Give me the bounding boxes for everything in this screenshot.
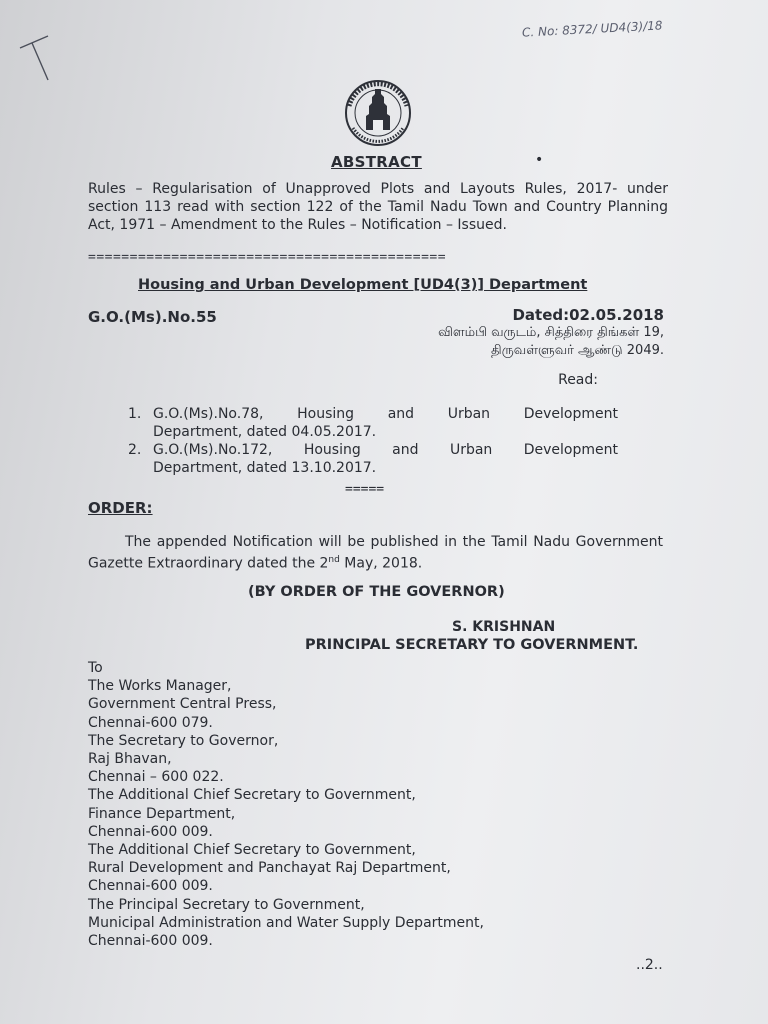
tamil-date-line-1: விளம்பி வருடம், சித்திரை திங்கள் 19,	[438, 325, 664, 340]
stray-mark: •	[535, 152, 544, 168]
reference-word: and	[392, 442, 419, 458]
subject-paragraph: Rules – Regularisation of Unapproved Plots and Layouts Rules, 2017- under section 113 read with section 122 of the Tamil Nadu Town and Country Planning Act, 1971 – Amendment to the Rules – Notification – Issued.	[88, 181, 668, 233]
address-line: The Principal Secretary to Government,	[88, 896, 365, 913]
order-paragraph	[88, 533, 663, 573]
reference-word: Urban	[447, 406, 491, 422]
address-line: The Additional Chief Secretary to Government,	[88, 842, 416, 859]
address-line: Raj Bhavan,	[88, 751, 172, 768]
order-superscript: nd	[328, 555, 340, 565]
department-heading: Housing and Urban Development [UD4(3)] Department	[138, 277, 588, 293]
address-line: Finance Department,	[88, 805, 236, 822]
tamil-date-line-2: திருவள்ளுவர் ஆண்டு 2049.	[491, 343, 664, 358]
address-block	[88, 659, 484, 950]
address-line: Chennai-600 009.	[88, 823, 213, 840]
reference-number: 1.	[128, 406, 142, 422]
address-line: Government Central Press,	[88, 696, 277, 713]
address-line: The Works Manager,	[88, 678, 232, 695]
address-line: The Secretary to Governor,	[88, 732, 279, 749]
address-line: Municipal Administration and Water Supply Department,	[88, 914, 484, 931]
address-line: To	[88, 660, 103, 676]
reference-word: Housing	[297, 406, 355, 422]
address-line: The Additional Chief Secretary to Government,	[88, 787, 416, 804]
reference-word: G.O.(Ms).No.172,	[153, 442, 273, 458]
reference-word: Development	[523, 406, 618, 422]
address-line: Chennai – 600 022.	[88, 769, 224, 786]
read-label: Read:	[558, 372, 598, 388]
corner-pen-mark	[18, 28, 58, 83]
reference-item	[128, 405, 618, 441]
signatory-title: PRINCIPAL SECRETARY TO GOVERNMENT.	[305, 637, 639, 653]
go-number: G.O.(Ms).No.55	[88, 308, 217, 326]
government-seal-icon	[337, 78, 419, 148]
address-line: Rural Development and Panchayat Raj Department,	[88, 860, 451, 877]
reference-number: 2.	[128, 442, 142, 458]
address-line: Chennai-600 009.	[88, 933, 213, 950]
reference-line-2: Department, dated 04.05.2017.	[153, 424, 377, 440]
reference-item	[128, 441, 618, 477]
address-line: Chennai-600 079.	[88, 714, 213, 731]
separator-line: ===========================================	[88, 250, 447, 265]
references-list	[128, 405, 618, 477]
signatory-name: S. KRISHNAN	[452, 619, 556, 635]
reference-word: Development	[523, 442, 618, 458]
reference-word: Urban	[449, 442, 493, 458]
go-date: Dated:02.05.2018	[512, 306, 664, 324]
order-text: The appended Notification will be published in the Tamil Nadu Government Gazette Extraordinary dated the 2	[88, 534, 663, 572]
address-line: Chennai-600 009.	[88, 878, 213, 895]
by-order-line: (BY ORDER OF THE GOVERNOR)	[248, 584, 505, 600]
handwritten-file-number: C. No: 8372/ UD4(3)/18	[521, 18, 663, 40]
order-heading: ORDER:	[88, 499, 153, 517]
reference-line-2: Department, dated 13.10.2017.	[153, 460, 377, 476]
reference-word: G.O.(Ms).No.78,	[153, 406, 264, 422]
order-text-end: May, 2018.	[339, 555, 423, 572]
reference-word: Housing	[303, 442, 361, 458]
short-separator: =====	[345, 482, 385, 497]
page-continuation: ..2..	[636, 957, 663, 973]
abstract-heading: ABSTRACT	[331, 153, 422, 171]
reference-word: and	[387, 406, 415, 422]
